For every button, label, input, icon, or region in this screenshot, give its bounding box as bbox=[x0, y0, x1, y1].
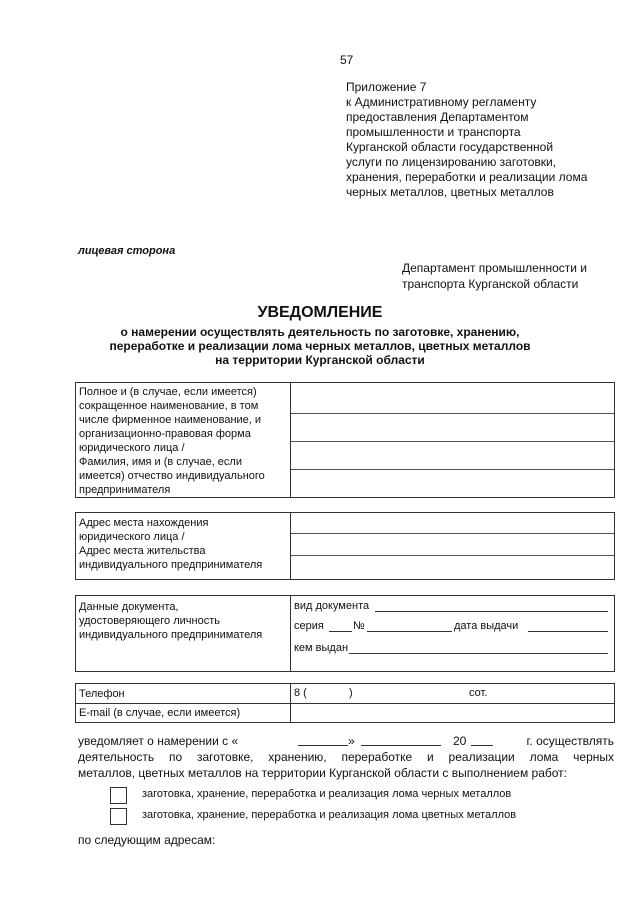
notify-line-3: металлов, цветных металлов на территории Курганской области с выполнением работ: bbox=[78, 766, 567, 780]
notify-line-2: деятельность по заготовке, хранению, переработке и реализации лома черных bbox=[78, 750, 614, 764]
label-line: удостоверяющего личность bbox=[79, 615, 220, 627]
address-label bbox=[76, 513, 291, 579]
document-subtitle bbox=[80, 325, 560, 367]
appendix-line: Приложение 7 bbox=[346, 80, 427, 94]
label-line: Фамилия, имя и (в случае, если bbox=[79, 456, 242, 468]
address-entry-area[interactable] bbox=[291, 513, 614, 579]
label-line: предпринимателя bbox=[79, 484, 171, 496]
label-line: юридического лица / bbox=[79, 531, 185, 543]
appendix-line: услуги по лицензированию заготовки, bbox=[346, 155, 557, 169]
email-field[interactable] bbox=[291, 704, 614, 722]
ferrous-checkbox[interactable] bbox=[110, 787, 127, 804]
label-line: Данные документа, bbox=[79, 601, 179, 613]
doc-issued-field[interactable] bbox=[349, 653, 608, 654]
subtitle-line: на территории Курганской области bbox=[215, 353, 425, 367]
nonferrous-option-label: заготовка, хранение, переработка и реализация лома цветных металлов bbox=[142, 809, 517, 821]
appendix-line: предоставления Департаментом bbox=[346, 110, 529, 124]
label-line: числе фирменное наименование, и bbox=[79, 414, 262, 426]
notify-year-field[interactable] bbox=[471, 745, 493, 746]
subtitle-line: переработке и реализации лома черных металлов, цветных металлов bbox=[109, 339, 531, 353]
label-line: индивидуального предпринимателя bbox=[79, 559, 263, 571]
email-label: E-mail (в случае, если имеется) bbox=[79, 707, 241, 719]
contact-labels bbox=[76, 684, 291, 722]
appendix-header bbox=[346, 80, 587, 200]
address-section bbox=[75, 512, 615, 580]
notify-paragraph bbox=[78, 733, 614, 781]
label-line: организационно-правовая форма bbox=[79, 428, 251, 440]
addressee-line: Департамент промышленности и bbox=[402, 261, 587, 275]
label-line: Адрес места жительства bbox=[79, 545, 206, 557]
doc-date-label: дата выдачи bbox=[454, 620, 519, 632]
notify-month-field[interactable] bbox=[361, 745, 441, 746]
label-line: юридического лица / bbox=[79, 442, 185, 454]
side-label: лицевая сторона bbox=[78, 245, 176, 257]
notify-text: уведомляет о намерении с « bbox=[78, 734, 239, 748]
document-title: УВЕДОМЛЕНИЕ bbox=[257, 304, 383, 321]
document-section bbox=[75, 595, 615, 672]
phone-label: Телефон bbox=[79, 688, 125, 700]
notify-day-field[interactable] bbox=[298, 745, 348, 746]
name-entry-area[interactable] bbox=[291, 383, 614, 497]
name-label bbox=[76, 383, 291, 497]
contact-values bbox=[291, 684, 614, 722]
document-entry-area bbox=[291, 596, 614, 671]
label-line: индивидуального предпринимателя bbox=[79, 629, 263, 641]
ferrous-option-label: заготовка, хранение, переработка и реализация лома черных металлов bbox=[142, 788, 512, 800]
phone-field[interactable] bbox=[291, 684, 614, 703]
subtitle-line: о намерении осуществлять деятельность по заготовке, хранению, bbox=[120, 325, 520, 339]
addressee bbox=[402, 260, 587, 292]
doc-number-label: № bbox=[353, 620, 365, 632]
appendix-line: промышленности и транспорта bbox=[346, 125, 521, 139]
doc-type-field[interactable] bbox=[375, 611, 608, 612]
label-line: имеется) отчество индивидуального bbox=[79, 470, 265, 482]
label-line: Адрес места нахождения bbox=[79, 517, 209, 529]
name-section bbox=[75, 382, 615, 498]
doc-series-label: серия bbox=[294, 620, 324, 632]
appendix-line: Курганской области государственной bbox=[346, 140, 554, 154]
addresses-label: по следующим адресам: bbox=[78, 833, 216, 847]
addressee-line: транспорта Курганской области bbox=[402, 277, 579, 291]
document-label bbox=[76, 596, 291, 671]
doc-issued-label: кем выдан bbox=[294, 642, 349, 654]
doc-series-field[interactable] bbox=[329, 631, 352, 632]
nonferrous-checkbox[interactable] bbox=[110, 808, 127, 825]
appendix-line: к Административному регламенту bbox=[346, 95, 537, 109]
phone-paren: ) bbox=[349, 687, 353, 699]
contact-section bbox=[75, 683, 615, 723]
doc-date-field[interactable] bbox=[528, 631, 608, 632]
notify-text: » bbox=[348, 734, 355, 748]
notify-text: 20 bbox=[453, 734, 467, 748]
phone-prefix: 8 ( bbox=[294, 687, 307, 699]
phone-suffix: сот. bbox=[469, 687, 488, 699]
label-line: Полное и (в случае, если имеется) bbox=[79, 386, 257, 398]
page-number: 57 bbox=[340, 53, 354, 67]
notify-line-1 bbox=[78, 733, 614, 749]
appendix-line: хранения, переработки и реализации лома bbox=[346, 170, 588, 184]
label-line: сокращенное наименование, в том bbox=[79, 400, 259, 412]
appendix-line: черных металлов, цветных металлов bbox=[346, 185, 554, 199]
doc-number-field[interactable] bbox=[367, 631, 452, 632]
doc-type-label: вид документа bbox=[294, 600, 370, 612]
notify-text: г. осуществлять bbox=[526, 734, 614, 748]
